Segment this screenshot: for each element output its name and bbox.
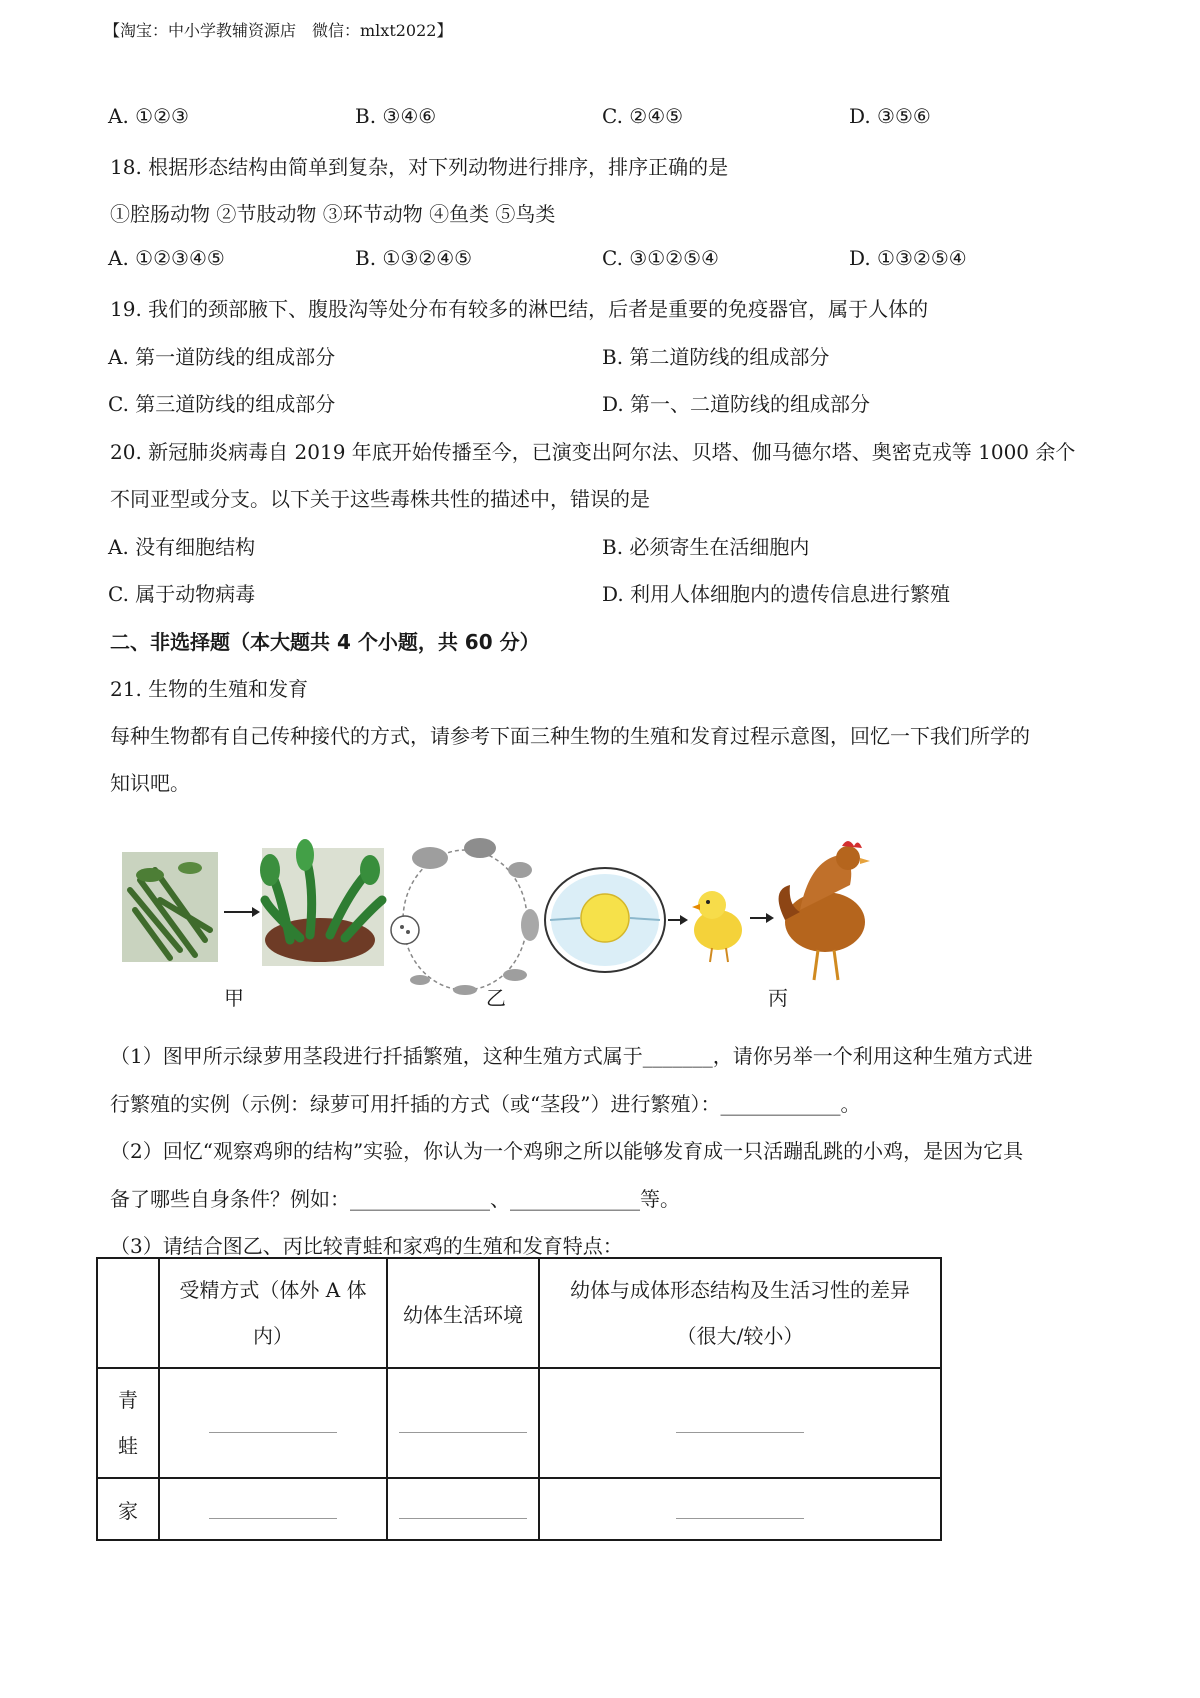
- reproduction-figure: [120, 830, 950, 1020]
- comparison-table: [96, 1257, 942, 1541]
- header-fertilization-line1: 受精方式（体外 A 体: [179, 1278, 367, 1302]
- row-label-frog-line1: 青: [118, 1388, 138, 1412]
- q17-option-c: C. ②④⑤: [602, 104, 684, 128]
- q18-option-b: B. ①③②④⑤: [355, 246, 473, 270]
- q19-option-c: C. 第三道防线的组成部分: [108, 392, 336, 416]
- q21-part2-line1: （2）回忆“观察鸡卵的结构”实验，你认为一个鸡卵之所以能够发育成一只活蹦乱跳的小鸡，是因为它具: [110, 1139, 1024, 1163]
- answer-cell[interactable]: [159, 1478, 387, 1540]
- row-label-frog: [97, 1368, 159, 1478]
- q18-option-d: D. ①③②⑤④: [849, 246, 967, 270]
- q19-stem: 19. 我们的颈部腋下、腹股沟等处分布有较多的淋巴结，后者是重要的免疫器官，属于人体的: [110, 297, 929, 321]
- q18-option-c: C. ③①②⑤④: [602, 246, 719, 270]
- table-header-fertilization: [159, 1258, 387, 1368]
- q20-stem-line1: 20. 新冠肺炎病毒自 2019 年底开始传播至今，已演变出阿尔法、贝塔、伽马德尔塔、奥密克戎等 1000 余个: [110, 440, 1076, 464]
- answer-cell[interactable]: [159, 1368, 387, 1478]
- answer-blank: [209, 1408, 337, 1433]
- section-title: 二、非选择题（本大题共 4 个小题，共 60 分）: [110, 630, 540, 654]
- header-fertilization-line2: 内）: [253, 1324, 293, 1348]
- q19-option-b: B. 第二道防线的组成部分: [602, 345, 830, 369]
- q18-stem: 18. 根据形态结构由简单到复杂，对下列动物进行排序，排序正确的是: [110, 155, 729, 179]
- row-label-frog-line2: 蛙: [118, 1434, 138, 1458]
- chick-image: [692, 891, 742, 962]
- table-row: [97, 1478, 941, 1540]
- answer-blank: [399, 1408, 527, 1433]
- q21-part2-line2: 备了哪些自身条件？例如：______________、_____________等。: [110, 1187, 680, 1211]
- header-difference-line2: （很大/较小）: [676, 1324, 804, 1348]
- figure-illustration: [120, 830, 950, 1020]
- arrow-icon: [668, 915, 688, 925]
- q21-title: 21. 生物的生殖和发育: [110, 677, 309, 701]
- q21-intro-line1: 每种生物都有自己传种接代的方式，请参考下面三种生物的生殖和发育过程示意图，回忆一下我们所学的: [110, 724, 1030, 748]
- q18-option-a: A. ①②③④⑤: [108, 246, 225, 270]
- q20-stem-line2: 不同亚型或分支。以下关于这些毒株共性的描述中，错误的是: [110, 487, 650, 511]
- q19-option-d: D. 第一、二道防线的组成部分: [602, 392, 871, 416]
- table-header-difference: [539, 1258, 941, 1368]
- answer-cell[interactable]: [539, 1478, 941, 1540]
- figure-label-jia: 甲: [224, 986, 244, 1010]
- arrow-icon: [224, 907, 260, 917]
- pothos-cuttings-image: [122, 852, 218, 962]
- q20-option-b: B. 必须寄生在活细胞内: [602, 535, 810, 559]
- q21-part1-line1: （1）图甲所示绿萝用茎段进行扦插繁殖，这种生殖方式属于_______，请你另举一个利用这种生殖方式进: [110, 1044, 1033, 1068]
- answer-cell[interactable]: [387, 1478, 539, 1540]
- figure-label-bing: 丙: [768, 986, 788, 1010]
- answer-blank: [676, 1408, 804, 1433]
- egg-structure-image: [545, 868, 665, 972]
- q19-option-a: A. 第一道防线的组成部分: [108, 345, 336, 369]
- frog-life-cycle-image: [391, 838, 539, 995]
- table-header-row: [97, 1258, 941, 1368]
- q17-option-b: B. ③④⑥: [355, 104, 437, 128]
- q20-option-a: A. 没有细胞结构: [108, 535, 256, 559]
- potted-plant-image: [260, 839, 384, 966]
- answer-blank: [399, 1494, 527, 1519]
- q20-option-c: C. 属于动物病毒: [108, 582, 256, 606]
- hen-image: [779, 841, 870, 980]
- header-difference-line1: 幼体与成体形态结构及生活习性的差异: [570, 1278, 910, 1302]
- arrow-icon: [750, 913, 774, 923]
- table-row: [97, 1368, 941, 1478]
- q17-option-d: D. ③⑤⑥: [849, 104, 931, 128]
- q21-part1-line2: 行繁殖的实例（示例：绿萝可用扦插的方式（或“茎段”）进行繁殖）：____________。: [110, 1092, 861, 1116]
- table-corner-cell: [97, 1258, 159, 1368]
- answer-blank: [676, 1494, 804, 1519]
- q21-intro-line2: 知识吧。: [110, 771, 190, 795]
- row-label-chicken: 家: [97, 1478, 159, 1540]
- q18-items: ①腔肠动物 ②节肢动物 ③环节动物 ④鱼类 ⑤鸟类: [110, 202, 556, 226]
- q17-option-a: A. ①②③: [108, 104, 189, 128]
- answer-cell[interactable]: [539, 1368, 941, 1478]
- figure-label-yi: 乙: [486, 986, 506, 1010]
- answer-cell[interactable]: [387, 1368, 539, 1478]
- q21-part3: （3）请结合图乙、丙比较青蛙和家鸡的生殖和发育特点：: [110, 1234, 623, 1258]
- q20-option-d: D. 利用人体细胞内的遗传信息进行繁殖: [602, 582, 951, 606]
- answer-blank: [209, 1494, 337, 1519]
- watermark-header: 【淘宝：中小学教辅资源店 微信：mlxt2022】: [104, 21, 453, 40]
- table-header-environment: 幼体生活环境: [387, 1258, 539, 1368]
